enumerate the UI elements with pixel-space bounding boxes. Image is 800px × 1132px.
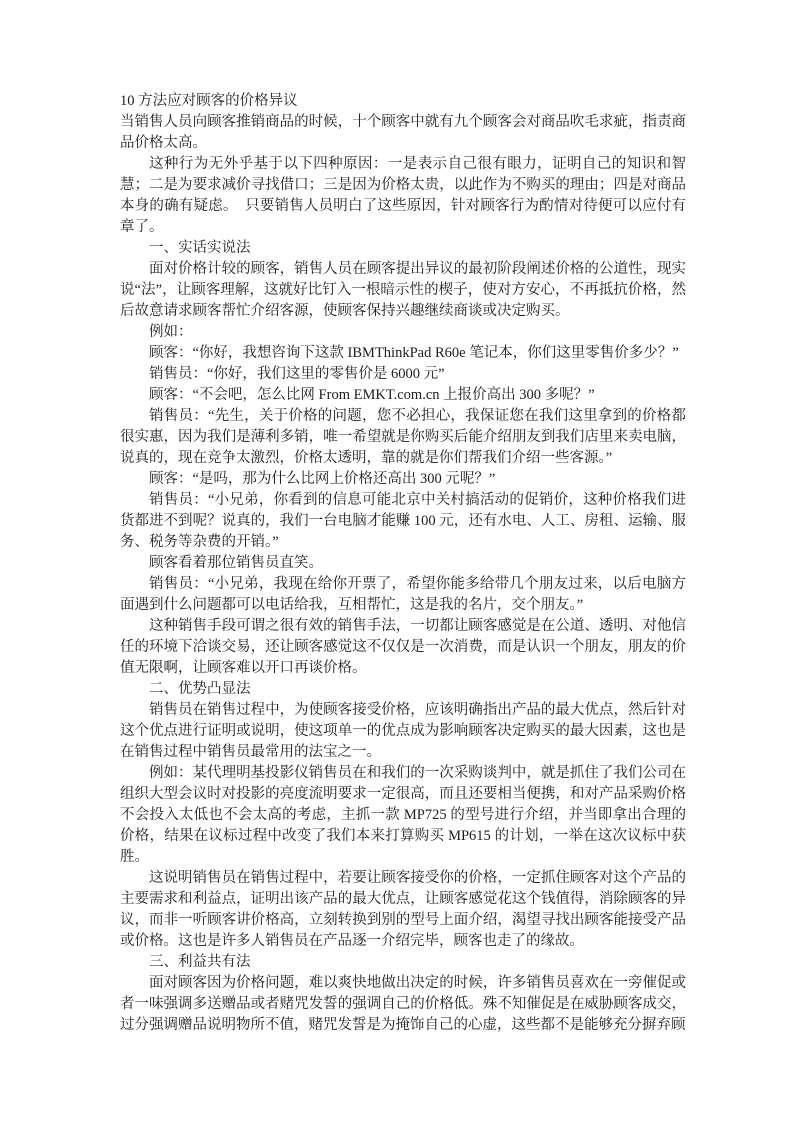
document-title: 10 方法应对顾客的价格异议 — [120, 93, 298, 109]
dialogue-line: 顾客：“不会吧，怎么比网 From EMKT.com.cn 上报价高出 300 多呢？” — [149, 387, 595, 403]
dialogue-line: 顾客：“是吗，那为什么比网上价格还高出 300 元呢？” — [149, 471, 496, 487]
dialogue-line: 销售员：“小兄弟，我现在给你开票了，希望你能多给带几个朋友过来，以后电脑方面遇到什么问题都可以电话给我，互相帮忙，这是我的名片，交个朋友。” — [120, 576, 686, 613]
paragraph: 例如：某代理明基投影仪销售员在和我们的一次采购谈判中，就是抓住了我们公司在组织大型会议时对投影的亮度流明要求一定很高，而且还要相当便携，和对产品采购价格不会投入太低也不会太高的考虑，主抓一款 MP725 的型号进行介绍，并当即拿出合理的价格，结果在议标过程中改变了我们本来打算购买 MP615 的计划，一举在这次议标中获胜。 — [120, 765, 686, 865]
paragraph: 例如： — [149, 324, 193, 340]
dialogue-line: 顾客：“你好，我想咨询下这款 IBMThinkPad R60e 笔记本，你们这里零售价多少？” — [149, 345, 679, 361]
paragraph: 当销售人员向顾客推销商品的时候，十个顾客中就有九个顾客会对商品吹毛求疵，指责商品价格太高。 — [120, 114, 686, 151]
paragraph: 这说明销售员在销售过程中，若要让顾客接受你的价格，一定抓住顾客对这个产品的主要需求和利益点，证明出该产品的最大优点，让顾客感觉花这个钱值得，消除顾客的异议，而非一听顾客讲价格高，立刻转换到别的型号上面介绍，渴望寻找出顾客能接受产品或价格。这也是许多人销售员在产品逐一介绍完毕，顾客也走了的缘故。 — [120, 870, 686, 949]
section-heading-3: 三、利益共有法 — [149, 954, 251, 970]
paragraph: 顾客看着那位销售员直笑。 — [149, 555, 323, 571]
dialogue-line: 销售员：“先生，关于价格的问题，您不必担心，我保证您在我们这里拿到的价格都很实惠，因为我们是薄利多销，唯一希望就是你购买后能介绍朋友到我们店里来卖电脑，说真的，现在竞争太激烈，价格太透明，靠的就是你们帮我们介绍一些客源。” — [120, 408, 686, 466]
dialogue-line: 销售员：“小兄弟，你看到的信息可能北京中关村搞活动的促销价，这种价格我们进货都进不到呢？说真的，我们一台电脑才能赚 100 元，还有水电、人工、房租、运输、服务、税务等杂费的开销。” — [120, 492, 686, 550]
paragraph: 这种行为无外乎基于以下四种原因：一是表示自己很有眼力，证明自己的知识和智慧；二是为要求减价寻找借口；三是因为价格太贵，以此作为不购买的理由；四是对商品本身的确有疑虑。 只要销售人员明白了这些原因，针对顾客行为酌情对待便可以应付有章了。 — [120, 156, 686, 235]
section-heading-2: 二、优势凸显法 — [149, 681, 251, 697]
paragraph: 销售员在销售过程中，为使顾客接受价格，应该明确指出产品的最大优点，然后针对这个优点进行证明或说明，使这项单一的优点成为影响顾客决定购买的最大因素，这也是在销售过程中销售员最常用的法宝之一。 — [120, 702, 686, 760]
dialogue-line: 销售员：“你好，我们这里的零售价是 6000 元” — [149, 366, 445, 382]
paragraph: 面对价格计较的顾客，销售人员在顾客提出异议的最初阶段阐述价格的公道性，现实说“法”，让顾客理解，这就好比钉入一根暗示性的楔子，使对方安心，不再抵抗价格，然后故意请求顾客帮忙介绍客源，使顾客保持兴趣继续商谈或决定购买。 — [120, 261, 686, 319]
paragraph: 这种销售手段可谓之很有效的销售手法，一切都让顾客感觉是在公道、透明、对他信任的环境下洽谈交易，还让顾客感觉这不仅仅是一次消费，而是认识一个朋友，朋友的价值无限啊，让顾客难以开口再谈价格。 — [120, 618, 686, 676]
document-body — [120, 91, 686, 1036]
paragraph: 面对顾客因为价格问题，难以爽快地做出决定的时候，许多销售员喜欢在一旁催促或者一味强调多送赠品或者赌咒发誓的强调自己的价格低。殊不知催促是在威胁顾客成交，过分强调赠品说明物所不值，赌咒发誓是为掩饰自己的心虚，这些都不是能够充分摒弃顾 — [120, 975, 686, 1033]
section-heading-1: 一、实话实说法 — [149, 240, 251, 256]
